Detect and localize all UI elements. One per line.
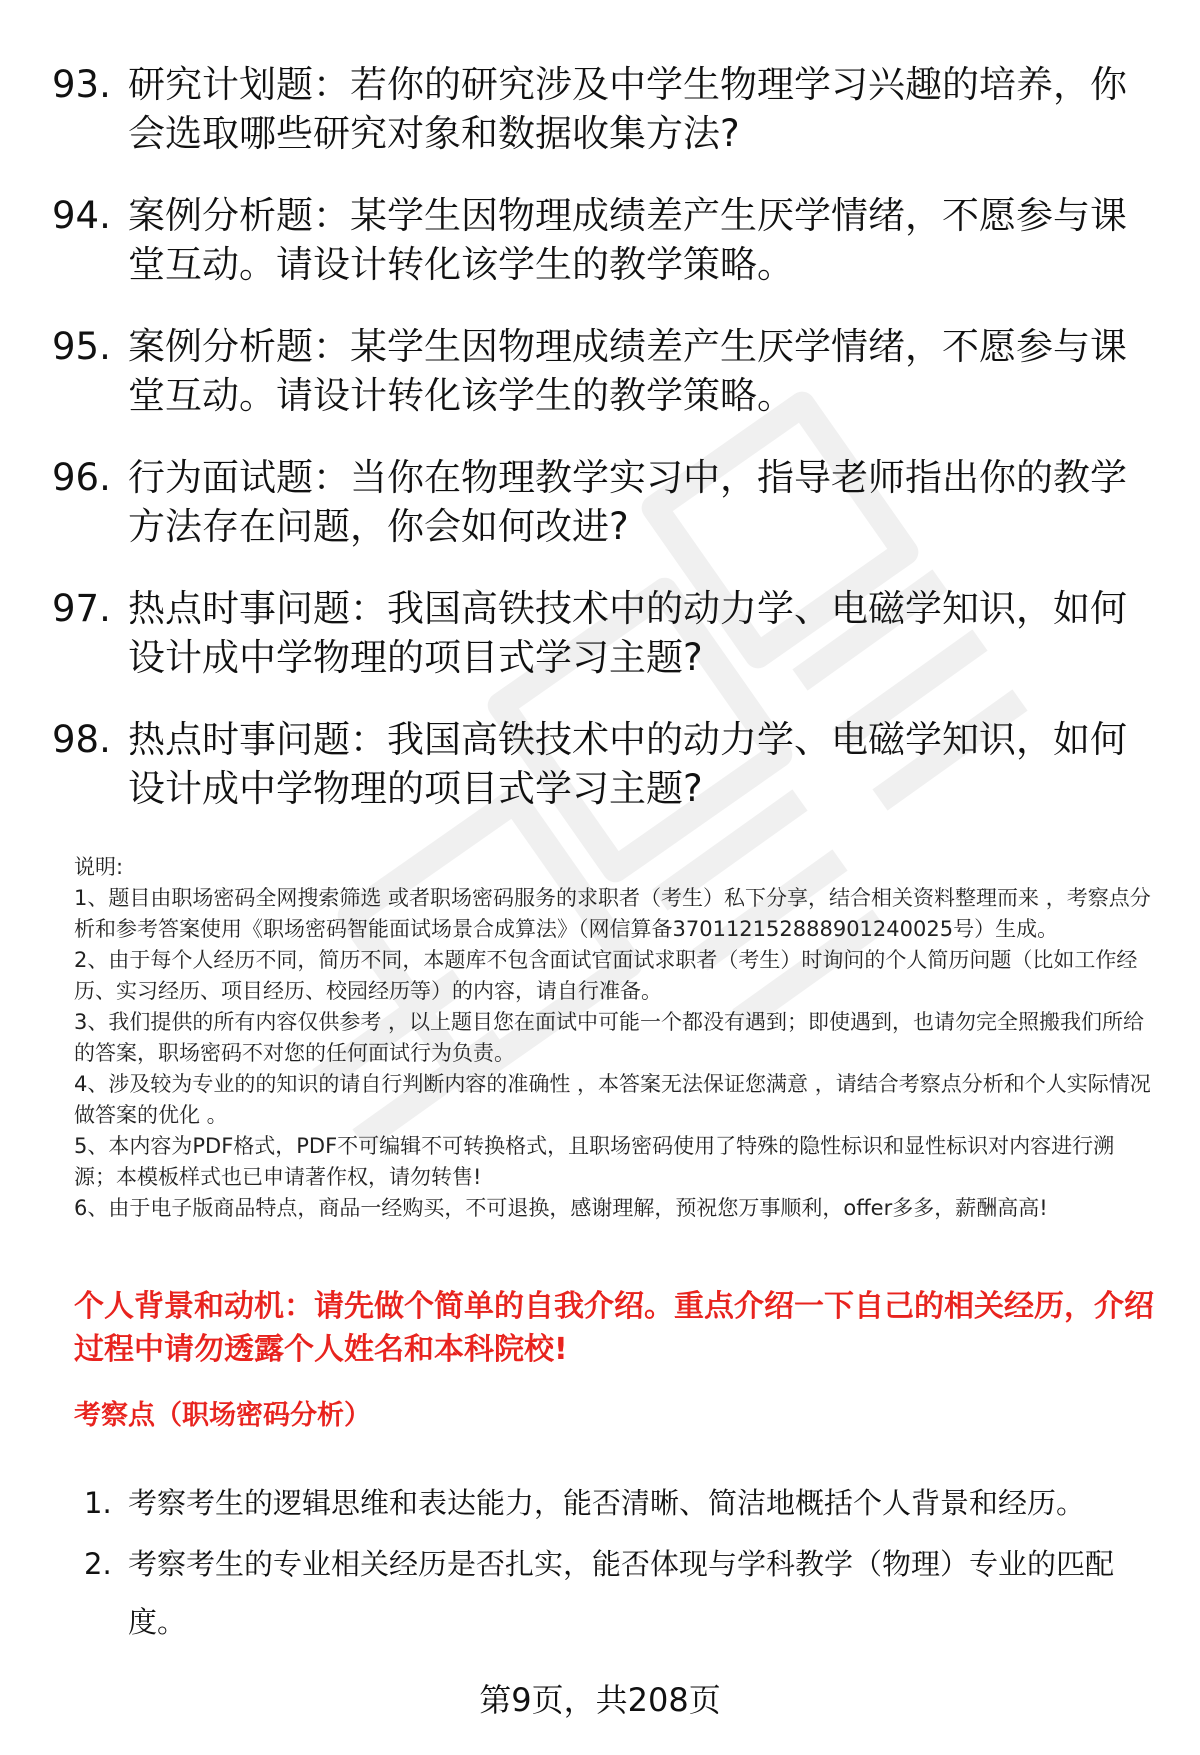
- question-number: 94.: [52, 194, 111, 237]
- question-item: [52, 60, 1162, 158]
- page-footer: 第9页，共208页: [479, 1681, 721, 1719]
- analysis-point-text: 考察考生的逻辑思维和表达能力，能否清晰、简洁地概括个人背景和经历。: [128, 1486, 1086, 1520]
- analysis-point-number: 1.: [84, 1486, 112, 1520]
- question-number: 95.: [52, 325, 111, 368]
- question-item: [52, 191, 1162, 289]
- notes-item: 1、题目由职场密码全网搜索筛选 或者职场密码服务的求职者（考生）私下分享，结合相关资料整理而来 ，考察点分析和参考答案使用《职场密码智能面试场景合成算法》（网信算备370112152888901240025号）生成。: [74, 886, 1151, 941]
- background-question: 个人背景和动机：请先做个简单的自我介绍。重点介绍一下自己的相关经历，介绍过程中请勿透露个人姓名和本科院校!: [74, 1289, 1154, 1367]
- question-text: 行为面试题：当你在物理教学实习中，指导老师指出你的教学方法存在问题，你会如何改进?: [128, 456, 1127, 548]
- notes-title: 说明:: [74, 855, 124, 879]
- notes-item: 5、本内容为PDF格式，PDF不可编辑不可转换格式，且职场密码使用了特殊的隐性标识和显性标识对内容进行溯源；本模板样式也已申请著作权，请勿转售!: [74, 1134, 1115, 1189]
- question-item: [52, 322, 1162, 420]
- notes-item: 4、涉及较为专业的的知识的请自行判断内容的准确性 ，本答案无法保证您满意 ，请结合考察点分析和个人实际情况做答案的优化 。: [74, 1072, 1151, 1127]
- analysis-point-number: 2.: [84, 1547, 112, 1581]
- question-item: [52, 453, 1162, 551]
- question-text: 热点时事问题：我国高铁技术中的动力学、电磁学知识，如何设计成中学物理的项目式学习主题?: [128, 718, 1127, 810]
- question-item: [52, 715, 1162, 813]
- notes-item: 6、由于电子版商品特点，商品一经购买，不可退换，感谢理解，预祝您万事顺利，offer多多，薪酬高高!: [74, 1196, 1048, 1220]
- question-number: 97.: [52, 587, 111, 630]
- question-text: 案例分析题：某学生因物理成绩差产生厌学情绪，不愿参与课堂互动。请设计转化该学生的教学策略。: [128, 325, 1127, 417]
- notes-item: 2、由于每个人经历不同，简历不同，本题库不包含面试官面试求职者（考生）时询问的个人简历问题（比如工作经历、实习经历、项目经历、校园经历等）的内容，请自行准备。: [74, 948, 1138, 1003]
- question-number: 98.: [52, 718, 111, 761]
- question-text: 案例分析题：某学生因物理成绩差产生厌学情绪，不愿参与课堂互动。请设计转化该学生的教学策略。: [128, 194, 1127, 286]
- question-text: 研究计划题：若你的研究涉及中学生物理学习兴趣的培养，你会选取哪些研究对象和数据收集方法?: [128, 63, 1127, 155]
- analysis-point: [84, 1535, 1164, 1651]
- notes-item: 3、我们提供的所有内容仅供参考 ，以上题目您在面试中可能一个都没有遇到；即使遇到，也请勿完全照搬我们所给的答案，职场密码不对您的任何面试行为负责。: [74, 1010, 1145, 1065]
- question-item: [52, 584, 1162, 682]
- analysis-title: 考察点（职场密码分析）: [74, 1400, 371, 1431]
- question-text: 热点时事问题：我国高铁技术中的动力学、电磁学知识，如何设计成中学物理的项目式学习主题?: [128, 587, 1127, 679]
- analysis-point: [84, 1474, 1164, 1532]
- question-number: 93.: [52, 63, 111, 106]
- analysis-points: [84, 1474, 1164, 1654]
- analysis-point-text: 考察考生的专业相关经历是否扎实，能否体现与学科教学（物理）专业的匹配度。: [128, 1547, 1115, 1639]
- question-number: 96.: [52, 456, 111, 499]
- notes-section: [74, 852, 1154, 1224]
- question-list: [52, 60, 1162, 846]
